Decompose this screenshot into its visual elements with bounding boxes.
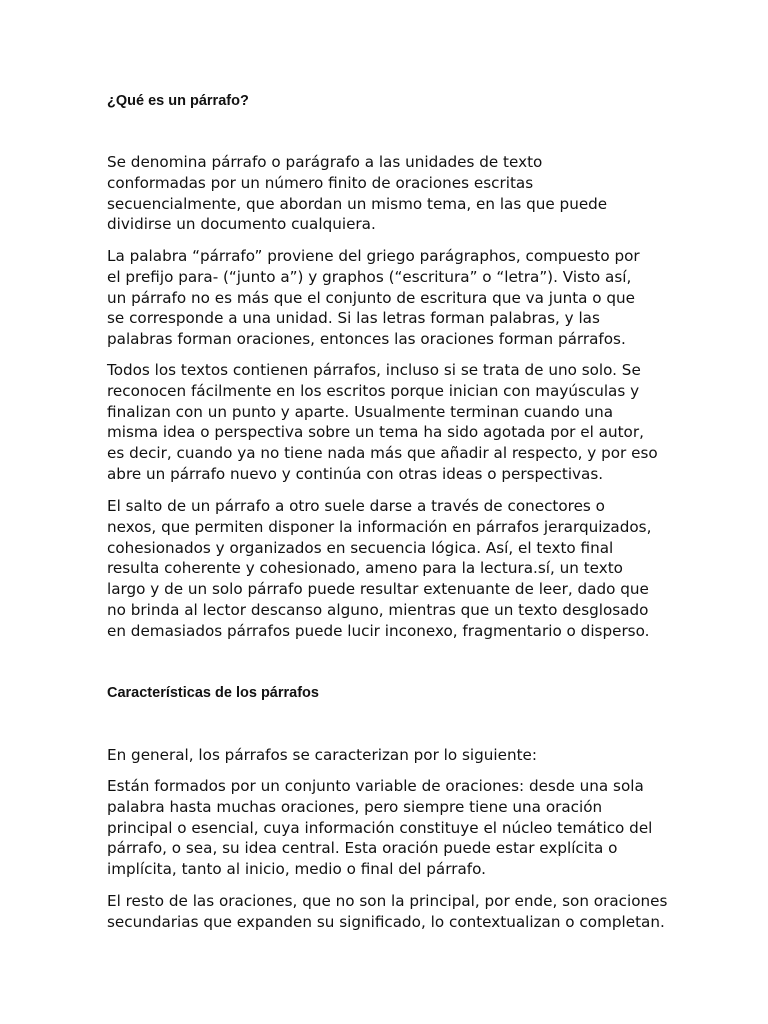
- text-line: abre un párrafo nuevo y continúa con otras ideas o perspectivas.: [107, 464, 604, 483]
- text-line: El salto de un párrafo a otro suele darse a través de conectores o: [107, 497, 605, 515]
- text-line: Están formados por un conjunto variable de oraciones: desde una sola: [107, 777, 644, 795]
- text-line: largo y de un solo párrafo puede resultar extenuante de leer, dado que: [107, 580, 649, 599]
- text-line: un párrafo no es más que el conjunto de escritura que va junta o que: [107, 288, 636, 307]
- paragraph: [107, 891, 669, 933]
- text-line: En general, los párrafos se caracterizan por lo siguiente:: [107, 746, 538, 764]
- text-line: en demasiados párrafos puede lucir inconexo, fragmentario o disperso.: [107, 621, 650, 640]
- paragraph: [107, 246, 669, 350]
- paragraph: [107, 496, 669, 642]
- text-line: Se denomina párrafo o parágrafo a las unidades de texto: [107, 153, 543, 171]
- text-line: palabras forman oraciones, entonces las oraciones forman párrafos.: [107, 330, 626, 349]
- heading-que-es-un-parrafo: ¿Qué es un párrafo?: [107, 93, 249, 109]
- text-line: se corresponde a una unidad. Si las letras forman palabras, y las: [107, 309, 600, 328]
- text-line: misma idea o perspectiva sobre un tema ha sido agotada por el autor,: [107, 423, 644, 442]
- text-line: palabra hasta muchas oraciones, pero siempre tiene una oración: [107, 797, 603, 816]
- text-line: Todos los textos contienen párrafos, incluso si se trata de uno solo. Se: [107, 361, 641, 379]
- text-line: secundarias que expanden su significado, lo contextualizan o completan.: [107, 912, 665, 931]
- text-line: no brinda al lector descanso alguno, mientras que un texto desglosado: [107, 600, 649, 619]
- heading-caracteristicas: Características de los párrafos: [107, 685, 319, 701]
- text-line: reconocen fácilmente en los escritos porque inician con mayúsculas y: [107, 381, 640, 400]
- paragraph: [107, 152, 669, 235]
- text-line: dividirse un documento cualquiera.: [107, 215, 376, 234]
- text-line: secuencialmente, que abordan un mismo tema, en las que puede: [107, 194, 608, 213]
- text-line: La palabra “párrafo” proviene del griego parágraphos, compuesto por: [107, 247, 640, 265]
- paragraph: [107, 360, 669, 485]
- text-line: finalizan con un punto y aparte. Usualmente terminan cuando una: [107, 402, 614, 421]
- text-line: implícita, tanto al inicio, medio o final del párrafo.: [107, 860, 486, 879]
- paragraph: [107, 745, 669, 766]
- text-line: El resto de las oraciones, que no son la principal, por ende, son oraciones: [107, 892, 668, 910]
- text-line: párrafo, o sea, su idea central. Esta oración puede estar explícita o: [107, 839, 618, 858]
- text-line: el prefijo para- (“junto a”) y graphos (“escritura” o “letra”). Visto así,: [107, 267, 632, 286]
- paragraph: [107, 776, 669, 880]
- text-line: principal o esencial, cuya información constituye el núcleo temático del: [107, 818, 653, 837]
- text-line: es decir, cuando ya no tiene nada más que añadir al respecto, y por eso: [107, 444, 658, 463]
- text-line: conformadas por un número finito de oraciones escritas: [107, 173, 534, 192]
- text-line: cohesionados y organizados en secuencia lógica. Así, el texto final: [107, 538, 614, 557]
- text-line: resulta coherente y cohesionado, ameno para la lectura.sí, un texto: [107, 559, 623, 578]
- text-line: nexos, que permiten disponer la información en párrafos jerarquizados,: [107, 517, 652, 536]
